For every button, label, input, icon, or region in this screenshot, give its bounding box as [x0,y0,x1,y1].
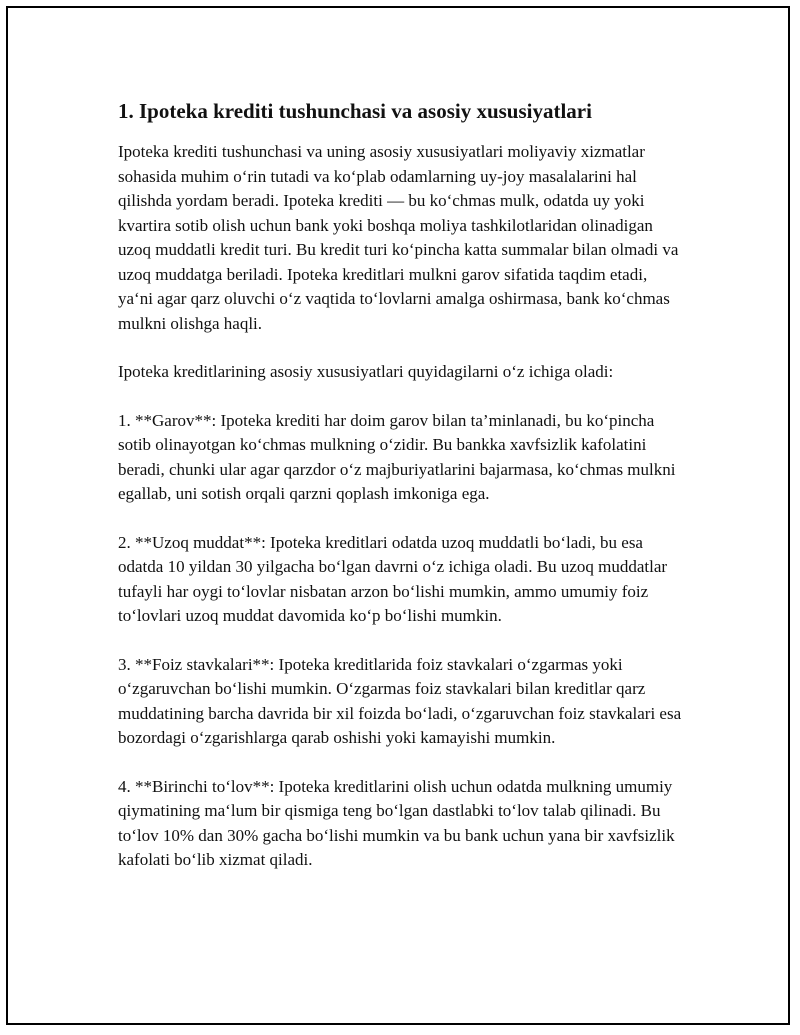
paragraph-item-garov: 1. **Garov**: Ipoteka krediti har doim garov bilan ta’minlanadi, bu ko‘pincha sotib olinayotgan ko‘chmas mulkning o‘zidir. Bu bankka xavfsizlik kafolatini beradi, chunki ular agar qarzdor o‘z majburiyatlarini bajarmasa, ko‘chmas mulkni egallab, uni sotish orqali qarzni qoplash imkoniga ega. [118,410,676,503]
paragraph-item-birinchi-tolov: 4. **Birinchi to‘lov**: Ipoteka kreditlarini olish uchun odatda mulkning umumiy qiymatining ma‘lum bir qismiga teng bo‘lgan dastlabki to‘lov talab qilinadi. Bu to‘lov 10% dan 30% gacha bo‘lishi mumkin va bu bank uchun yana bir xavfsizlik kafolati bo‘lib xizmat qiladi. [118,776,675,869]
paragraph-item-foiz-stavkalari: 3. **Foiz stavkalari**: Ipoteka kreditlarida foiz stavkalari o‘zgarmas yoki o‘zgaruvchan bo‘lishi mumkin. O‘zgarmas foiz stavkalari bilan kreditlar qarz muddatining barcha davrida bir xil foizda bo‘ladi, o‘zgaruvchan foiz stavkalari esa bozordagi o‘zgarishlarga qarab oshishi yoki kamayishi mumkin. [118,654,682,747]
paragraph-intro: Ipoteka krediti tushunchasi va uning asosiy xususiyatlari moliyaviy xizmatlar sohasida muhim o‘rin tutadi va ko‘plab odamlarning uy-joy masalalarini hal qilishda yordam beradi. Ipoteka krediti — bu ko‘chmas mulk, odatda uy yoki kvartira sotib olish uchun bank yoki boshqa moliya tashkilotlaridan olinadigan uzoq muddatli kredit turi. Bu kredit turi ko‘pincha katta summalar bilan olmadi va uzoq muddatga beriladi. Ipoteka kreditlari mulkni garov sifatida taqdim etadi, ya‘ni agar qarz oluvchi o‘z vaqtida to‘lovlarni amalga oshirmasa, bank ko‘chmas mulkni olishga haqli. [118,142,679,333]
section-heading: 1. Ipoteka krediti tushunchasi va asosiy xususiyatlari [118,99,592,123]
document-body [118,98,684,897]
document-page [6,6,790,1025]
paragraph-item-uzoq-muddat: 2. **Uzoq muddat**: Ipoteka kreditlari odatda uzoq muddatli bo‘ladi, bu esa odatda 10 yildan 30 yilgacha bo‘lgan davrni o‘z ichiga oladi. Bu uzoq muddatlar tufayli har oygi to‘lovlar nisbatan arzon bo‘lishi mumkin, ammo umumiy foiz to‘lovlari uzoq muddat davomida ko‘p bo‘lishi mumkin. [118,532,668,625]
paragraph-features-lead: Ipoteka kreditlarining asosiy xususiyatlari quyidagilarni o‘z ichiga oladi: [118,362,614,381]
